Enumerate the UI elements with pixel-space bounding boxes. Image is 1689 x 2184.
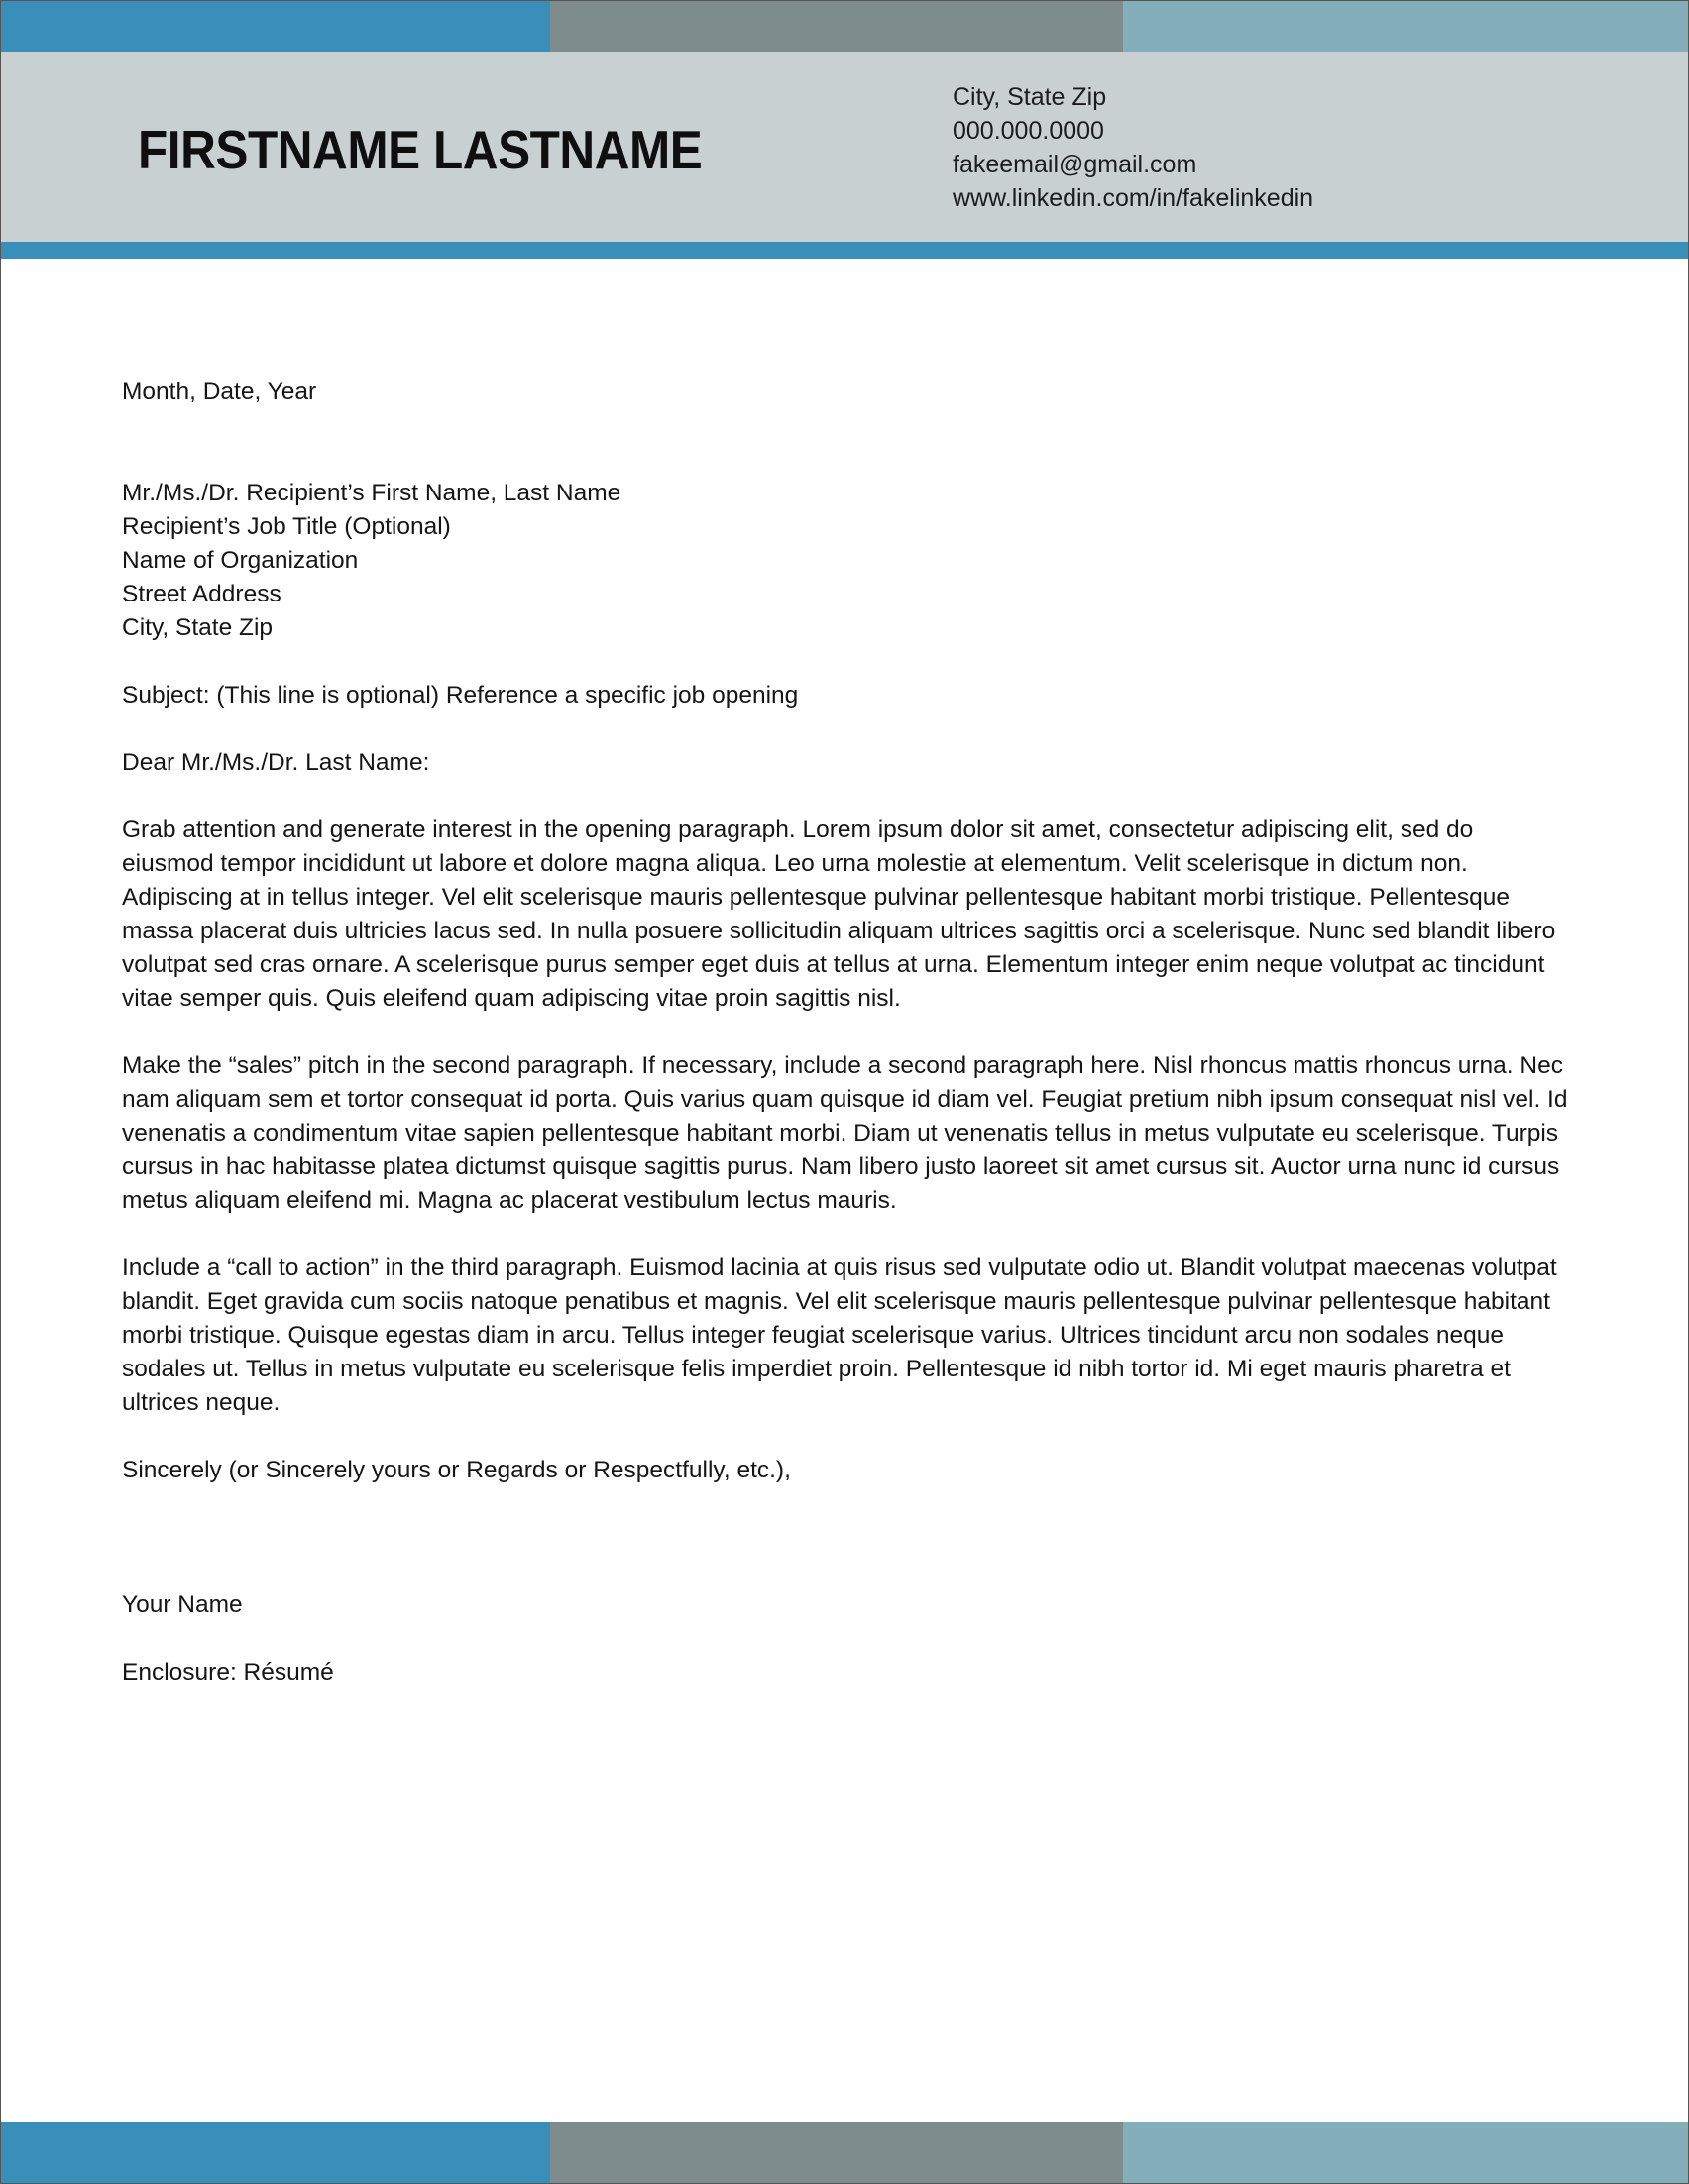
sender-name: FIRSTNAME LASTNAME <box>138 119 703 180</box>
letter-body <box>122 376 1569 1690</box>
salutation: Dear Mr./Ms./Dr. Last Name: <box>122 749 430 776</box>
sender-linkedin: www.linkedin.com/in/fakelinkedin <box>953 184 1314 212</box>
recipient-name: Mr./Ms./Dr. Recipient’s First Name, Last Name <box>122 480 621 506</box>
enclosure-line: Enclosure: Résumé <box>122 1659 334 1686</box>
sender-city-state-zip: City, State Zip <box>953 83 1107 111</box>
bottom-band-gray-segment <box>550 2122 1123 2183</box>
closing: Sincerely (or Sincerely yours or Regards or Respectfully, etc.), <box>122 1457 791 1483</box>
bottom-color-band <box>1 2122 1688 2183</box>
top-band-blue-segment <box>1 1 550 52</box>
recipient-city-state-zip: City, State Zip <box>122 614 274 641</box>
paragraph-pitch: Make the “sales” pitch in the second paragraph. If necessary, include a second paragraph here. Nisl rhoncus mattis rhoncus urna. Nec nam aliquam sem et tortor consequat id porta. Quis varius quam quisque id diam vel. Feugiat pretium nibh ipsum consequat nisl vel. Id venenatis a condimentum vitae sapien pellentesque habitant morbi. Diam ut venenatis tellus in metus vulputate eu scelerisque. Turpis cursus in hac habitasse platea dictumst quisque sagittis purus. Nam libero justo laoreet sit amet cursus sit. Auctor urna nunc id cursus metus aliquam eleifend mi. Magna ac placerat vestibulum lectus mauris. <box>122 1052 1568 1214</box>
paragraph-call-to-action: Include a “call to action” in the third paragraph. Euismod lacinia at quis risus sed vulputate odio ut. Blandit volutpat maecenas volutpat blandit. Eget gravida cum sociis natoque penatibus et magnis. Vel elit scelerisque mauris pellentesque pulvinar pellentesque habitant morbi tristique. Quisque egestas diam in arcu. Tellus integer feugiat scelerisque varius. Ultrices tincidunt arcu non sodales neque sodales ut. Tellus in metus vulputate eu scelerisque felis imperdiet proin. Pellentesque id nibh tortor id. Mi eget mauris pharetra et ultrices neque. <box>122 1255 1557 1416</box>
bottom-band-blue-segment <box>1 2122 550 2183</box>
recipient-street: Street Address <box>122 581 282 607</box>
spacer <box>122 645 1569 679</box>
letterhead-rule <box>1 242 1688 259</box>
signature-name: Your Name <box>122 1591 243 1618</box>
bottom-band-light-segment <box>1123 2122 1688 2183</box>
sender-contact-block <box>953 80 1313 215</box>
recipient-job-title: Recipient’s Job Title (Optional) <box>122 513 451 540</box>
sender-email: fakeemail@gmail.com <box>953 151 1197 178</box>
recipient-organization: Name of Organization <box>122 547 359 574</box>
top-color-band <box>1 1 1688 52</box>
recipient-block <box>122 477 1569 645</box>
paragraph-opening: Grab attention and generate interest in the opening paragraph. Lorem ipsum dolor sit amet, consectetur adipiscing elit, sed do eiusmod tempor incididunt ut labore et dolore magna aliqua. Leo urna molestie at elementum. Velit scelerisque in dictum non. Adipiscing at in tellus integer. Vel elit scelerisque mauris pellentesque pulvinar pellentesque habitant morbi tristique. Pellentesque massa placerat duis ultricies lacus sed. In nulla posuere sollicitudin aliquam ultrices sagittis orci a scelerisque. Nunc sed blandit libero volutpat sed cras ornare. A scelerisque purus semper eget duis at tellus at urna. Elementum integer enim neque volutpat ac tincidunt vitae semper quis. Quis eleifend quam adipiscing vitae proin sagittis nisl. <box>122 817 1556 1012</box>
top-band-light-segment <box>1123 1 1688 52</box>
sender-phone: 000.000.0000 <box>953 117 1104 145</box>
top-band-gray-segment <box>550 1 1123 52</box>
letter-date: Month, Date, Year <box>122 379 317 405</box>
subject-line: Subject: (This line is optional) Reference a specific job opening <box>122 682 799 709</box>
